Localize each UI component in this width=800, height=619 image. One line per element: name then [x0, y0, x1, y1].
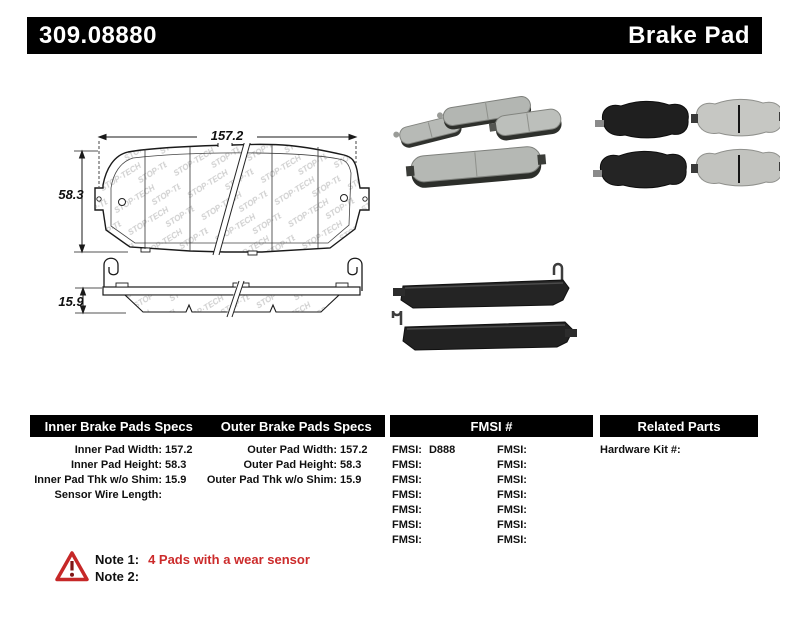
fmsi-row	[392, 518, 455, 533]
outer-specs-header: Outer Brake Pads Specs	[220, 418, 372, 434]
fmsi-header-bar	[390, 415, 593, 437]
fmsi-row	[392, 458, 455, 473]
spec-label: Outer Pad Thk w/o Shim:	[206, 474, 337, 486]
fmsi-right-column	[497, 443, 534, 548]
fmsi-label: FMSI:	[497, 459, 527, 471]
side-view	[103, 258, 362, 317]
product-photo-angled-pads	[390, 95, 570, 210]
spec-row	[205, 458, 368, 473]
part-number: 309.08880	[39, 21, 157, 49]
related-parts-header-bar	[600, 415, 758, 437]
fmsi-row	[392, 443, 455, 458]
fmsi-label: FMSI:	[392, 459, 422, 471]
fmsi-row	[497, 473, 534, 488]
product-photo-edge-pads	[385, 258, 610, 363]
spec-label: Outer Pad Height:	[243, 459, 337, 471]
spec-label: Inner Pad Width:	[74, 444, 162, 456]
brake-pad-photo	[405, 145, 547, 189]
spec-row	[30, 443, 193, 458]
front-view	[95, 140, 369, 255]
fmsi-row	[497, 443, 534, 458]
spec-row	[205, 473, 368, 488]
note-1-text: 4 Pads with a wear sensor	[148, 552, 310, 567]
fmsi-row	[392, 488, 455, 503]
brake-pad-edge-photo	[393, 264, 569, 308]
fmsi-label: FMSI:	[497, 474, 527, 486]
related-parts-column	[600, 443, 688, 458]
spec-row	[205, 443, 368, 458]
brake-pad-face-photo	[691, 99, 780, 136]
fmsi-label: FMSI:	[497, 504, 527, 516]
inner-specs-header: Inner Brake Pads Specs	[44, 418, 193, 434]
note-2-label: Note 2:	[95, 569, 140, 584]
fmsi-row	[497, 533, 534, 548]
spec-label: Sensor Wire Length:	[54, 489, 162, 501]
fmsi-row	[497, 488, 534, 503]
spec-value: 157.2	[165, 444, 193, 456]
fmsi-left-column	[392, 443, 455, 548]
fmsi-label: FMSI:	[392, 519, 422, 531]
fmsi-row	[497, 518, 534, 533]
fmsi-label: FMSI:	[392, 474, 422, 486]
fmsi-label: FMSI:	[497, 489, 527, 501]
spec-label: Inner Pad Height:	[70, 459, 162, 471]
inner-specs-column	[30, 443, 193, 503]
dimension-height-label: 58.3	[58, 187, 84, 202]
fmsi-label: FMSI:	[392, 504, 422, 516]
fmsi-label: FMSI:	[392, 534, 422, 546]
fmsi-row	[497, 458, 534, 473]
note-2	[95, 569, 148, 585]
page-title: Brake Pad	[628, 21, 750, 49]
fmsi-label: FMSI:	[392, 489, 422, 501]
note-1-label: Note 1:	[95, 552, 140, 567]
spec-label: Inner Pad Thk w/o Shim:	[34, 474, 162, 486]
spec-value: 157.2	[340, 444, 368, 456]
title-bar	[27, 17, 762, 54]
fmsi-row	[497, 503, 534, 518]
spec-value: 58.3	[340, 459, 362, 471]
spec-value: 58.3	[165, 459, 187, 471]
fmsi-row	[392, 473, 455, 488]
fmsi-header: FMSI #	[470, 418, 513, 434]
brake-pad-back-photo	[593, 151, 686, 188]
fmsi-label: FMSI:	[497, 534, 527, 546]
dimension-width-label: 157.2	[197, 128, 257, 143]
brake-pad-back-photo	[595, 101, 688, 138]
spec-label: Outer Pad Width:	[247, 444, 337, 456]
related-label: Hardware Kit #:	[600, 444, 681, 456]
spec-value: 15.9	[165, 474, 187, 486]
spec-row	[30, 473, 193, 488]
spec-value: 15.9	[340, 474, 362, 486]
fmsi-row	[392, 503, 455, 518]
note-1	[95, 552, 310, 568]
related-row	[600, 443, 688, 458]
fmsi-label: FMSI:	[392, 444, 422, 456]
product-photo-pad-pairs	[585, 92, 780, 207]
outer-specs-column	[205, 443, 368, 488]
fmsi-value: D888	[428, 444, 456, 456]
brake-pad-face-photo	[691, 149, 780, 186]
fmsi-label: FMSI:	[497, 444, 527, 456]
related-parts-header: Related Parts	[637, 418, 721, 434]
spec-row	[30, 488, 193, 503]
fmsi-label: FMSI:	[497, 519, 527, 531]
dimension-thickness-label: 15.9	[58, 294, 84, 309]
warning-triangle-icon	[55, 550, 89, 583]
spec-row	[30, 458, 193, 473]
fmsi-row	[392, 533, 455, 548]
specs-header-bar	[30, 415, 385, 437]
brake-pad-edge-photo	[393, 311, 577, 350]
